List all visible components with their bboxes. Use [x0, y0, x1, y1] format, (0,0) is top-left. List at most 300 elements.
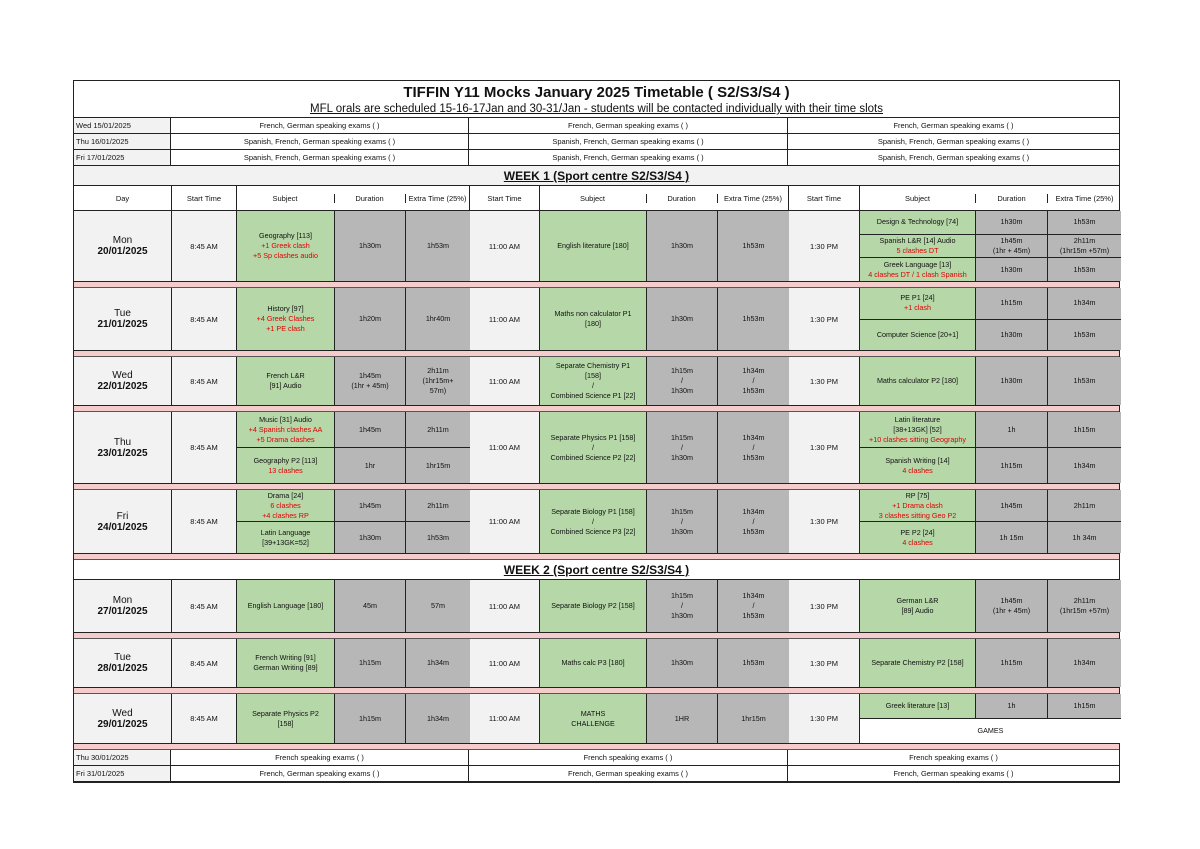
duration-line: 1h15m [359, 713, 381, 723]
duration-line: / [681, 442, 683, 452]
day-cell [74, 288, 172, 350]
duration-line: (1hr + 45m) [351, 381, 389, 390]
extra-time-line: 2h11m [1073, 596, 1096, 605]
exam-duration [976, 258, 1048, 281]
subject-line: PE P1 [24] [900, 293, 935, 303]
duration-line: 1h30m [671, 526, 693, 536]
subject-line: Separate Biology P1 [158] [551, 506, 635, 516]
extra-time [1048, 412, 1121, 447]
oral-slot: Spanish, French, German speaking exams ( ) [877, 153, 1030, 162]
exam-entry [860, 211, 1121, 235]
duration-line: 1h [1007, 424, 1016, 434]
extra-time [406, 694, 470, 743]
page-title: TIFFIN Y11 Mocks January 2025 Timetable ( S2/S3/S4 ) [403, 84, 790, 101]
subject-line: English Language [180] [247, 601, 324, 610]
subject-line: German L&R [896, 596, 939, 605]
exam-duration [976, 320, 1048, 351]
start-time: 11:00 AM [470, 639, 540, 687]
start-time: 1:30 PM [789, 211, 860, 281]
extra-time [1048, 211, 1121, 234]
extra-time-line: 1h34m [427, 658, 449, 667]
exam-subject [237, 448, 335, 483]
exam-entry [540, 211, 788, 281]
extra-time [718, 580, 789, 632]
subject-line: French Writing [91] [255, 653, 316, 662]
exam-entry [237, 522, 469, 553]
exam-subject [860, 490, 976, 521]
session-block [860, 639, 1121, 687]
extra-time-line: / [752, 376, 755, 385]
exam-subject [860, 694, 976, 718]
subject-line: CHALLENGE [571, 718, 615, 728]
extra-time-line: (1hr15m +57m) [1059, 606, 1110, 615]
clash-note: 4 clashes DT / 1 clash Spanish [868, 269, 967, 279]
day-cell [74, 412, 172, 483]
exam-subject [860, 258, 976, 281]
exam-duration [335, 288, 406, 350]
subject-line: Greek literature [13] [885, 701, 950, 710]
clash-note: +4 clashes RP [262, 510, 309, 520]
session-block [237, 580, 470, 632]
subject-line: MATHS [580, 708, 606, 718]
day-date: 21/01/2025 [97, 319, 148, 330]
duration-line: 1h30m [1000, 329, 1023, 339]
exam-subject [860, 639, 976, 687]
duration-line: 1h15m [671, 432, 693, 442]
subject-line: Drama [24] [267, 490, 304, 500]
clash-note: +5 Drama clashes [256, 434, 315, 444]
exam-entry [237, 490, 469, 522]
exam-duration [976, 357, 1048, 405]
column-header: Subject [540, 194, 647, 203]
extra-time-line: 57m) [429, 386, 447, 395]
extra-time [1048, 288, 1121, 319]
extra-time-line: 1hr15m [741, 713, 766, 723]
subject-line: Separate Chemistry P1 [555, 361, 631, 370]
exam-subject [540, 211, 647, 281]
extra-time [1048, 357, 1121, 405]
day-date: 29/01/2025 [97, 718, 148, 730]
subject-line: Spanish L&R [14] Audio [879, 236, 956, 245]
duration-line: 1hr [364, 460, 376, 470]
day-cell [74, 211, 172, 281]
exam-duration [976, 412, 1048, 447]
duration-line: 1h30m [671, 314, 693, 323]
oral-date: Wed 15/01/2025 [74, 118, 171, 133]
session-block [860, 412, 1121, 483]
exam-duration [647, 357, 718, 405]
extra-time [406, 211, 470, 281]
duration-line: 1h45m [1000, 596, 1023, 605]
extra-time-line: 1h34m [742, 506, 765, 516]
start-time: 8:45 AM [172, 412, 237, 483]
session-block [540, 580, 789, 632]
session-block [540, 490, 789, 553]
day-name: Mon [112, 235, 133, 246]
duration-line: 1h [1007, 701, 1016, 710]
clash-note: 4 clashes [902, 465, 933, 475]
duration-line: 1h15m [671, 506, 693, 516]
duration-line: 1h30m [359, 241, 381, 250]
exam-subject [237, 522, 335, 553]
extra-time [1048, 258, 1121, 281]
oral-date: Thu 30/01/2025 [74, 750, 171, 765]
clash-note: 3 clashes sitting Geo P2 [878, 510, 957, 520]
subject-line: / [592, 516, 594, 526]
oral-slot: Spanish, French, German speaking exams ( ) [877, 137, 1030, 146]
oral-slot: French, German speaking exams ( ) [893, 121, 1014, 130]
subject-line: Latin literature [894, 414, 941, 424]
session-block [237, 639, 470, 687]
start-time: 8:45 AM [172, 639, 237, 687]
clash-note: +10 clashes sitting Geography [869, 434, 966, 444]
oral-slot: Spanish, French, German speaking exams ( ) [469, 134, 788, 149]
subject-line: Separate Physics P2 [252, 708, 319, 718]
start-time: 11:00 AM [470, 412, 540, 483]
exam-subject [860, 522, 976, 553]
subject-line: Geography [113] [258, 231, 312, 240]
subject-line: Spanish Writing [14] [885, 455, 950, 465]
extra-time-line: 1h53m [1073, 329, 1096, 339]
extra-time-line: 1h53m [742, 386, 765, 395]
exam-duration [976, 522, 1048, 553]
day-cell [74, 490, 172, 553]
extra-time-line: 1h15m [1073, 701, 1096, 710]
session-block [860, 694, 1121, 743]
session-block [860, 211, 1121, 281]
session-block [540, 694, 789, 743]
subject-line: English literature [180] [557, 241, 629, 250]
day-row [74, 580, 1119, 633]
duration-line: 1h15m [671, 366, 693, 375]
duration-line: 1h15m [671, 591, 693, 600]
day-cell [74, 580, 172, 632]
day-row [74, 288, 1119, 351]
column-header: Day [74, 186, 172, 210]
subject-line: Separate Chemistry P2 [158] [871, 658, 964, 667]
subject-line: RP [75] [905, 490, 930, 500]
extra-time-line: 2h11m [427, 500, 449, 510]
duration-line: 1h45m [359, 424, 381, 434]
subtitle: MFL orals are scheduled 15-16-17Jan and 30-31/Jan - students will be contacted individually with their time slots [74, 103, 1119, 118]
day-row [74, 412, 1119, 484]
column-header: Subject [860, 194, 976, 203]
start-time: 11:00 AM [470, 357, 540, 405]
duration-line: (1hr + 45m) [992, 246, 1031, 255]
duration-line: 1h30m [671, 241, 693, 250]
session-block [540, 288, 789, 350]
extra-time-line: 1hr40m [425, 314, 451, 323]
subject-line: German Writing [89] [253, 663, 318, 672]
exam-duration [647, 288, 718, 350]
subject-line: / [592, 442, 594, 452]
oral-date: Thu 16/01/2025 [74, 134, 171, 149]
session-block [540, 211, 789, 281]
exam-subject [237, 639, 335, 687]
exam-duration [976, 490, 1048, 521]
extra-time [406, 522, 470, 553]
session-block [237, 288, 470, 350]
extra-time [1048, 235, 1121, 258]
start-time: 1:30 PM [789, 412, 860, 483]
column-header-group [237, 186, 470, 210]
duration-line: 1h30m [671, 658, 693, 667]
start-time: 1:30 PM [789, 580, 860, 632]
oral-date: Fri 31/01/2025 [74, 766, 171, 781]
oral-slot: Spanish, French, German speaking exams ( ) [171, 134, 469, 149]
exam-entry [237, 357, 469, 405]
day-name: Fri [116, 510, 129, 522]
extra-time [1048, 639, 1121, 687]
column-header: Start Time [470, 186, 540, 210]
extra-time [406, 357, 470, 405]
extra-time [406, 580, 470, 632]
exam-entry [860, 639, 1121, 687]
exam-entry [540, 357, 788, 405]
extra-time [718, 694, 789, 743]
extra-time-line: 1h53m [742, 658, 765, 667]
subject-line: Music [31] Audio [259, 414, 312, 424]
exam-duration [976, 639, 1048, 687]
exam-entry [540, 580, 788, 632]
start-time: 1:30 PM [789, 288, 860, 350]
day-name: Thu [113, 436, 132, 448]
start-time: 8:45 AM [172, 357, 237, 405]
day-name: Tue [114, 652, 131, 663]
exam-subject [860, 580, 976, 632]
exam-entry [237, 448, 469, 483]
exam-entry [540, 288, 788, 350]
exam-entry [860, 320, 1121, 351]
column-header: Extra Time (25%) [724, 193, 782, 203]
day-row [74, 694, 1119, 744]
session-block [237, 211, 470, 281]
start-time: 11:00 AM [470, 694, 540, 743]
exam-entry [237, 580, 469, 632]
duration-line: 1h 15m [999, 532, 1024, 542]
exam-duration [335, 490, 406, 521]
extra-time-line: 1h53m [427, 241, 449, 250]
column-header: Start Time [789, 186, 860, 210]
exam-entry [540, 490, 788, 553]
duration-line: / [681, 601, 683, 610]
column-header: Duration [335, 194, 406, 203]
exam-entry [860, 522, 1121, 553]
subject-line: Maths calc P3 [180] [561, 658, 625, 667]
start-time: 8:45 AM [172, 211, 237, 281]
exam-entry [540, 639, 788, 687]
subject-line: Combined Science P3 [22] [550, 526, 636, 536]
exam-duration [335, 522, 406, 553]
day-cell [74, 357, 172, 405]
duration-line: 1h30m [671, 452, 693, 462]
extra-time [718, 288, 789, 350]
oral-slot: French speaking exams ( ) [171, 750, 469, 765]
start-time: 8:45 AM [172, 580, 237, 632]
session-block [540, 412, 789, 483]
day-cell [74, 694, 172, 743]
duration-line: 1h15m [1000, 298, 1023, 308]
extra-time-line: 1h34m [1073, 460, 1096, 470]
extra-time [406, 288, 470, 350]
session-block [860, 288, 1121, 350]
exam-entry [860, 719, 1121, 743]
day-row [74, 357, 1119, 406]
extra-time-line: 57m [431, 601, 445, 610]
start-time: 11:00 AM [470, 211, 540, 281]
start-time: 1:30 PM [789, 490, 860, 553]
session-block [237, 357, 470, 405]
clash-note: +5 Sp clashes audio [253, 251, 318, 260]
day-date: 28/01/2025 [97, 663, 148, 674]
extra-time-line: / [752, 601, 755, 610]
duration-line: (1hr + 45m) [992, 606, 1031, 615]
exam-duration [976, 211, 1048, 234]
extra-time-line: 1h53m [742, 314, 765, 323]
exam-subject [540, 490, 647, 553]
subject-line: Combined Science P2 [22] [550, 452, 636, 462]
start-time: 11:00 AM [470, 580, 540, 632]
column-header: Start Time [172, 186, 237, 210]
exam-subject [860, 357, 976, 405]
extra-time-line: 1h53m [1073, 217, 1096, 227]
exam-duration [647, 694, 718, 743]
exam-duration [976, 235, 1048, 258]
day-date: 20/01/2025 [97, 246, 148, 257]
start-time: 1:30 PM [789, 357, 860, 405]
exam-entry [237, 412, 469, 448]
duration-line: 1h30m [671, 611, 693, 620]
extra-time-line: 1h53m [742, 611, 765, 620]
exam-duration [335, 357, 406, 405]
exam-entry [860, 580, 1121, 632]
oral-slot: Spanish, French, German speaking exams ( ) [171, 150, 469, 165]
exam-subject [860, 211, 976, 234]
duration-line: 1h45m [1000, 236, 1023, 245]
exam-duration [335, 448, 406, 483]
oral-slot: French, German speaking exams ( ) [171, 118, 469, 133]
exam-subject [237, 412, 335, 447]
column-header-group [860, 186, 1121, 210]
clash-note: +1 Drama clash [892, 500, 943, 510]
exam-subject [237, 288, 335, 350]
extra-time-line: 1h34m [427, 713, 449, 723]
exam-subject [540, 694, 647, 743]
extra-time-line: 1h53m [427, 532, 449, 542]
extra-time-line: 2h11m [1073, 236, 1096, 245]
day-date: 27/01/2025 [97, 606, 148, 617]
extra-time-line: 1h 34m [1072, 532, 1097, 542]
session-block [540, 639, 789, 687]
start-time: 11:00 AM [470, 288, 540, 350]
subject-line: [180] [585, 319, 601, 328]
day-date: 23/01/2025 [97, 447, 148, 459]
exam-subject [540, 580, 647, 632]
exam-duration [647, 490, 718, 553]
extra-time [406, 448, 470, 483]
clash-note: +1 Greek clash [261, 241, 310, 250]
exam-entry [237, 288, 469, 350]
column-header-group [540, 186, 789, 210]
extra-time [406, 639, 470, 687]
clash-note: 6 clashes [270, 500, 301, 510]
exam-duration [335, 211, 406, 281]
day-date: 24/01/2025 [97, 521, 148, 533]
extra-time-line: 1h53m [742, 452, 765, 462]
clash-note: 13 clashes [268, 465, 303, 475]
duration-line: / [681, 516, 683, 526]
exam-subject [860, 288, 976, 319]
duration-line: 45m [363, 601, 377, 610]
subject-line: History [97] [267, 304, 304, 313]
oral-slot: French speaking exams ( ) [909, 753, 998, 762]
start-time: 1:30 PM [789, 694, 860, 743]
start-time: 8:45 AM [172, 694, 237, 743]
day-name: Wed [112, 707, 133, 719]
column-header: Duration [647, 194, 718, 203]
extra-time-line: 1h53m [1073, 264, 1096, 274]
extra-time [718, 639, 789, 687]
exam-duration [647, 580, 718, 632]
exam-subject [860, 412, 976, 447]
duration-line: 1h15m [359, 658, 381, 667]
day-name: Tue [114, 308, 131, 319]
extra-time-line: 1h15m [1073, 424, 1096, 434]
exam-duration [647, 412, 718, 483]
oral-row [74, 750, 1119, 766]
duration-line: 1h15m [1000, 460, 1023, 470]
extra-time [1048, 448, 1121, 483]
duration-line: 1h20m [359, 314, 381, 323]
oral-slot: French, German speaking exams ( ) [469, 766, 788, 781]
extra-time [1048, 320, 1121, 351]
extra-time [1048, 694, 1121, 718]
day-cell [74, 639, 172, 687]
exam-subject [540, 357, 647, 405]
extra-time [718, 357, 789, 405]
extra-time [406, 490, 470, 521]
oral-row [74, 766, 1119, 782]
extra-time [1048, 580, 1121, 632]
oral-date: Fri 17/01/2025 [74, 150, 171, 165]
week-title: WEEK 1 (Sport centre S2/S3/S4 ) [74, 166, 1119, 186]
exam-duration [335, 639, 406, 687]
subject-line: [158] [277, 718, 294, 728]
extra-time [406, 412, 470, 447]
subject-line: Separate Physics P1 [158] [550, 432, 636, 442]
exam-duration [976, 580, 1048, 632]
subject-line: [89] Audio [901, 606, 934, 615]
exam-entry [860, 694, 1121, 719]
clash-note: +4 Spanish clashes AA [248, 424, 323, 434]
extra-time-line: / [752, 442, 755, 452]
exam-subject [237, 211, 335, 281]
exam-entry [860, 490, 1121, 522]
extra-time-line: 1h34m [1073, 298, 1096, 308]
exam-duration [976, 694, 1048, 718]
exam-subject [540, 639, 647, 687]
oral-slot: French speaking exams ( ) [469, 750, 788, 765]
exam-subject [540, 288, 647, 350]
duration-line: 1h30m [359, 532, 381, 542]
start-time: 8:45 AM [172, 288, 237, 350]
exam-entry [860, 448, 1121, 483]
oral-slot: Spanish, French, German speaking exams ( ) [469, 150, 788, 165]
oral-row [74, 150, 1119, 166]
extra-time [718, 412, 789, 483]
extra-time [1048, 522, 1121, 553]
day-row [74, 211, 1119, 282]
